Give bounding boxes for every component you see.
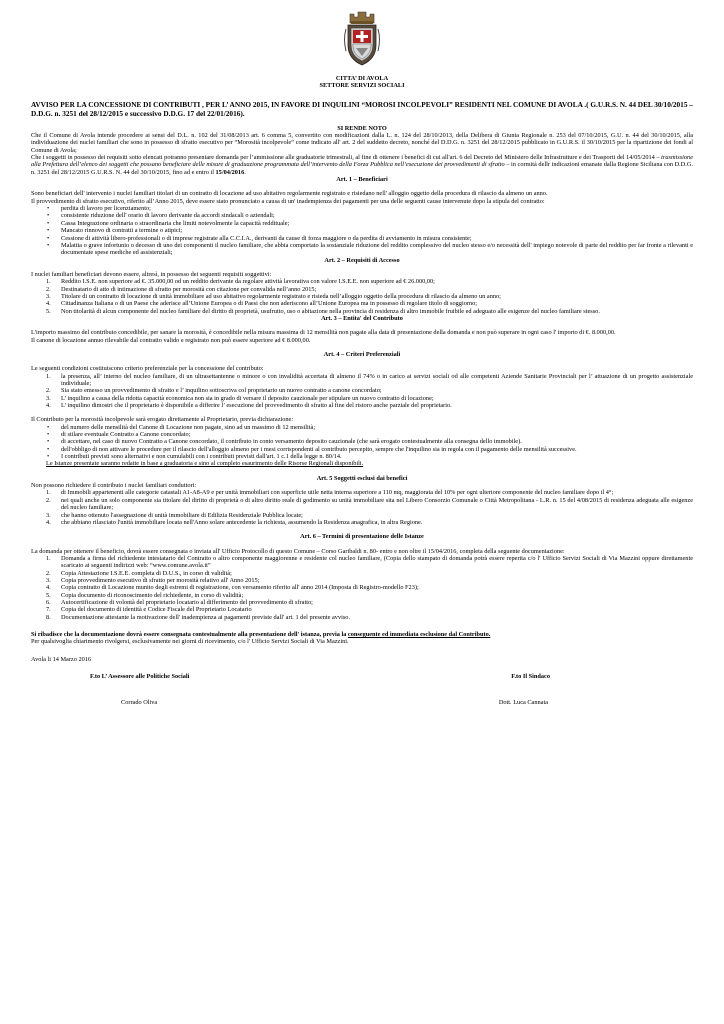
list-item: 2. Copia Attestazione I.S.E.E. completa di D.U.S., in corso di validità; — [46, 569, 232, 577]
art4-payment-list — [31, 424, 693, 461]
art6-documents-list — [31, 555, 693, 621]
list-item: 3. L’ inquilino a causa della ridotta capacità economica non sia in grado di versare il deposito cauzionale per stipulare un nuovo contratto di locazione; — [46, 394, 434, 402]
list-item: • consistente riduzione dell' orario di lavoro derivante da accordi sindacali o aziendali; — [31, 212, 693, 219]
list-item: • Cassa Integrazione ordinaria o straordinaria che limiti notevolmente la capacità reddituale; — [31, 220, 693, 227]
art1-paragraph-1: Sono beneficiari dell' intervento i nuclei familiari titolari di un contratto di locazione ad uso abitativo regolarmente registrato e risiedano nell' alloggio oggetto della procedura di rilascio da almeno un anno. — [31, 190, 548, 198]
list-item: 5. Non titolarità di alcun componente del nucleo familiare del diritto di proprietà, usufrutto, uso o abitazione nella provincia di residenza di altro immobile fruibile ed adeguato alle esigenze del nucleo familiare stesso. — [46, 307, 600, 315]
art2-intro: I nuclei familiari beneficiari devono essere, altresì, in possesso dei seguenti requisiti soggettivi: — [31, 270, 272, 278]
list-item: • Cessione di attività libero-professionali o di imprese registrate alla C.C.I.A., derivanti da cause di forza maggiore o da perdita di avviamento in misura consistente; — [31, 235, 693, 242]
document-page — [31, 7, 693, 707]
art2-requirements-list — [31, 278, 693, 315]
coat-of-arms — [31, 7, 693, 69]
list-item: 2. Sia stato emesso un provvedimento di sfratto e l’ inquilino sottoscriva col proprietario un nuovo contratto a canone concordato; — [46, 387, 382, 395]
art4-criteria-list — [31, 373, 693, 410]
list-item: 5. Copia documento di riconoscimento del richiedente, in corso di validità; — [46, 591, 244, 599]
list-item: • del numero delle mensilità del Canone di Locazione non pagate, sino ad un massimo di 12 mensilità; — [31, 424, 693, 431]
list-item: 7. Copia del documento di identità e Codice Fiscale del Proprietario Locatario — [46, 606, 252, 614]
art2-heading: Art. 2 – Requisiti di Accesso — [324, 256, 400, 264]
list-item: 1. la presenza, all’ interno del nucleo familiare, di un ultrasettantenne o minore o con invalidità accertata di almeno il 74% o in carico ai servizi sociali od alle competenti Aziende Sanitarie Provinciali per l’ attuazione di un progetto assistenziale individuale; — [46, 372, 693, 387]
list-item: 4. che abbiano rilasciato l'unità immobiliare locata nell'Anno solare antecedente la richiesta, assumendo la Residenza anagrafica, in altra Regione. — [46, 518, 423, 526]
signature-title-right: F.to Il Sindaco — [511, 673, 550, 680]
signature-titles — [31, 673, 693, 680]
list-item: 2. nei quali anche un solo componente sia titolare del diritto di proprietà o di altro diritto reale di godimento su unità immobiliare sita nel Libero Consorzio Comunale o Città Metropolitana - L.R. n. 15 del 4/08/2015 di residenza adeguata alle esigenze del nucleo familiare; — [46, 496, 693, 512]
signature-name-right: Dott. Luca Cannata — [498, 699, 548, 707]
list-item: 4. L’ inquilino dimostri che il proprietario è disponibile a differire l’ esecuzione del provvedimento di sfratto al fine del ristoro anche parziale del proprietario. — [46, 402, 452, 410]
list-item: • Malattia o grave infortunio o decesso di uno dei componenti il nucleo familiare, che abbia comportato la sostanziale riduzione del reddito complessivo del nucleo stesso e/o necessità dell' impiego notevole di parte del reddito per far fronte a rilevanti e documentate spese mediche ed assistenziali; — [31, 242, 693, 257]
art3-paragraph-2: Il canone di locazione annuo rilevabile dal contratto valido e registrato non può essere superiore ad € 8.000,00. — [31, 336, 311, 344]
art4-payment-intro: Il Contributo per la morosità incolpevole sarà erogato direttamente al Proprietario, previa dichiarazione: — [31, 416, 294, 424]
list-item: • perdita di lavoro per licenziamento; — [31, 205, 693, 212]
art5-heading: Art. 5 Soggetti esclusi dai benefici — [316, 474, 408, 482]
list-item: 2. Destinatario di atto di intimazione di sfratto per morosità con citazione per convalida nell’anno 2015; — [46, 285, 317, 293]
list-item: 8. Documentazione attestante la motivazione dell' inadempienza ai pagamenti previste dall' art. 1 del presente avviso. — [46, 613, 351, 621]
art1-paragraph-2: Il provvedimento di sfratto esecutivo, riferito all’Anno 2015, deve essere stato pronunciato a causa di un' inadempienza dei pagamenti per una delle seguenti cause intervenute dopo la stipula del contratto: — [31, 197, 545, 205]
document-date: Avola li 14 Marzo 2016 — [31, 655, 92, 663]
art4-intro: Le seguenti condizioni costituiscono criterio preferenziale per la concessione del contributo: — [31, 365, 264, 373]
art1-cause-list — [31, 205, 693, 256]
list-item: 6. Autocertificazione di volontà del proprietario locatario al differimento del provvedimento di sfratto; — [46, 598, 313, 606]
sector-name: SETTORE SERVIZI SOCIALI — [319, 82, 405, 90]
list-item: 4. Copia contratto di Locazione munito degli estremi di registrazione, con versamento riferito all' anno 2014 (Imposta di Registro-modello F23); — [46, 584, 419, 592]
list-item: 3. che hanno ottenuto l'assegnazione di unità immobiliare di Edilizia Residenziale Pubblica locate; — [46, 511, 303, 519]
art3-paragraph-1: L'importo massimo del contributo concedibile, per sanare la morosità, è concedibile nella misura massima di 12 mensilità non pagate alla data di presentazione della domanda e non può superare in ogni caso l' importo di €. 8.000,00. — [31, 329, 616, 337]
list-item: • I contributi previsti sono alternativi e non cumulabili con i contributi previsti dall'art. 1 c.1 della legge n. 80/14. — [31, 453, 693, 460]
intro-paragraph-1: Che il Comune di Avola intende procedere ai sensi del D.L. n. 102 del 31/08/2013 art. 6 comma 5, convertito con modificazioni dalla L. n. 124 del 28/10/2013, della Delibera di Giunta Regionale n. 253 del 07/10/2015, G.U. n. 44 del 30/10/2015, alla individuazione dei nuclei familiari che sono in possesso di sfratto esecutivo per “Morosità incolpevole” come indicato all' art. 2 del suddetto decreto, nonché del D.D.G. n. 3251 del 28/12/2015 pubblicato in G.U.R.S. il 30/10/2015 per la ripartizione dei fondi al Comune di Avola; — [31, 132, 693, 154]
list-item: • Mancato rinnovo di contratti a termine o atipici; — [31, 227, 693, 234]
art1-heading: Art. 1 – Beneficiari — [336, 176, 388, 184]
list-item: 1. Domanda a firma del richiedente intestatario del Contratto o altro componente maggiorenne e residente col nucleo familiare, (Copia dello stampato di domanda potrà essere reperita c/o l' Ufficio Servizi Sociali di Via Mazzini oppure direttamente scaricato ai seguenti indirizzi web: “www.comune.avola.it” — [46, 554, 693, 570]
art3-heading: Art. 3 – Entita' del Contributo — [321, 314, 403, 322]
list-item: 3. Titolare di un contratto di locazione di unità immobiliare ad uso abitativo regolarmente registrato e risieda nell’alloggio oggetto della procedura di rilascio da almeno un anno; — [46, 292, 501, 300]
signature-name-left: Corrado Oliva — [121, 699, 158, 707]
intro-heading: SI RENDE NOTO — [337, 124, 387, 132]
art6-heading: Art. 6 – Termini di presentazione delle Istanze — [300, 533, 424, 541]
signature-title-left: F.to L’ Assessore alle Politiche Sociali — [90, 673, 190, 680]
list-item: 3. Copia provvedimento esecutivo di sfratto per morosità relativo all' Anno 2015; — [46, 576, 260, 584]
notice-title: AVVISO PER LA CONCESSIONE DI CONTRIBUTI , PER L’ ANNO 2015, IN FAVORE DI INQUILINI “MOROSI INCOLPEVOLI” RESIDENTI NEL COMUNE DI AVOLA .( G.U.R.S. N. 44 DEL 30/10/2015 – D.D.G. n. 3251 del 28/12/2015 e successivo D.D.G. 17 del 22/01/2016). — [31, 99, 693, 118]
list-item: • di accettare, nel caso di nuovo Contratto a Canone concordato, il contributo in conto versamento deposito cauzionale (che sarà erogato contestualmente alla consegna dello immobile). — [31, 438, 693, 445]
intro-paragraph-2: Che i soggetti in possesso dei requisiti sotto elencati potranno presentare domanda per l’ammissione alle graduatorie trimestrali, al fine di ottenere i benefici di cui all'art. 6 del Decreto del Ministero delle Infrastrutture e dei Trasporti del 14/05/2014 – trasmissione alla Prefettura dell’elenco dei soggetti che possano beneficiare delle misure di graduazione programmata dell’intervento della Forza Pubblica nell’esecuzione dei provvedimenti di sfratto – in cormità dellr indicazioni emanate dalla Regione Siciliana con D.D.G. n. 3251 del 28/12/2015 G.U.R.S. N. 44 del 30/10/2015, fino ad e entro il 15/04/2016. — [31, 154, 693, 176]
closing-info: Per qualsivoglia chiarimento rivolgersi, esclusivamente nei giorni di ricevimento, c/o l' Ufficio Servizi Sociali di Via Mazzini. — [31, 638, 349, 646]
list-item: 1. di Immobili appartenenti alle categorie catastali A1-A8-A9 e per unità immobiliari con superficie utile netta interna superiore a 110 mq, maggiorata del 10% per ogni ulteriore componente del nucleo familiare dopo il 4°; — [46, 489, 614, 497]
art5-intro: Non possono richiedere il contributo i nuclei familiari conduttori: — [31, 482, 197, 490]
closing-warning: Si ribadisce che la documentazione dovrà essere consegnata contestualmente alla presentazione dell' istanza, previa la conseguente ed immediata esclusione dal Contributo. — [31, 630, 491, 638]
art6-intro: La domanda per ottenere il beneficio, dovrà essere consegnata o inviata all' Ufficio Protocollo di questo Comune – Corso Garibaldi n. 80- entro e non oltre il 15/04/2016, completa della seguente documentazione: — [31, 547, 565, 555]
list-item: • di stilare eventuale Contratto a Canone concordato; — [31, 431, 693, 438]
art4-ranking-note: Le Istanze presentate saranno redatte in base a graduatoria e sino al completo esaurimento delle Risorse Regionali disponibili. — [46, 460, 364, 468]
signature-names — [31, 699, 693, 706]
town-name: CITTA’ DI AVOLA — [335, 75, 389, 82]
art4-heading: Art. 4 – Criteri Preferenziali — [323, 350, 401, 358]
coat-of-arms-icon — [342, 7, 382, 67]
list-item: 4. Cittadinanza Italiana o di un Paese che aderisce all’Unione Europea o di Paesi che non aderiscono all’Unione Europea ma in possesso di regolare titolo di soggiorno; — [46, 300, 477, 308]
list-item: 1. Reddito I.S.E. non superiore ad €. 35.000,00 od un reddito derivante da regolare attività lavorativa con valore I.S.E.E. non superiore ad € 26.000,00; — [46, 278, 435, 286]
list-item: • dell'obbligo di non attivare le procedure per il rilascio dell'alloggio almeno per i mesi corrispondenti al contributo percepito, sempre che l'inquilino sia in regola con il pagamento delle mensilità successive. — [31, 446, 693, 453]
art5-exclusions-list — [31, 489, 693, 526]
